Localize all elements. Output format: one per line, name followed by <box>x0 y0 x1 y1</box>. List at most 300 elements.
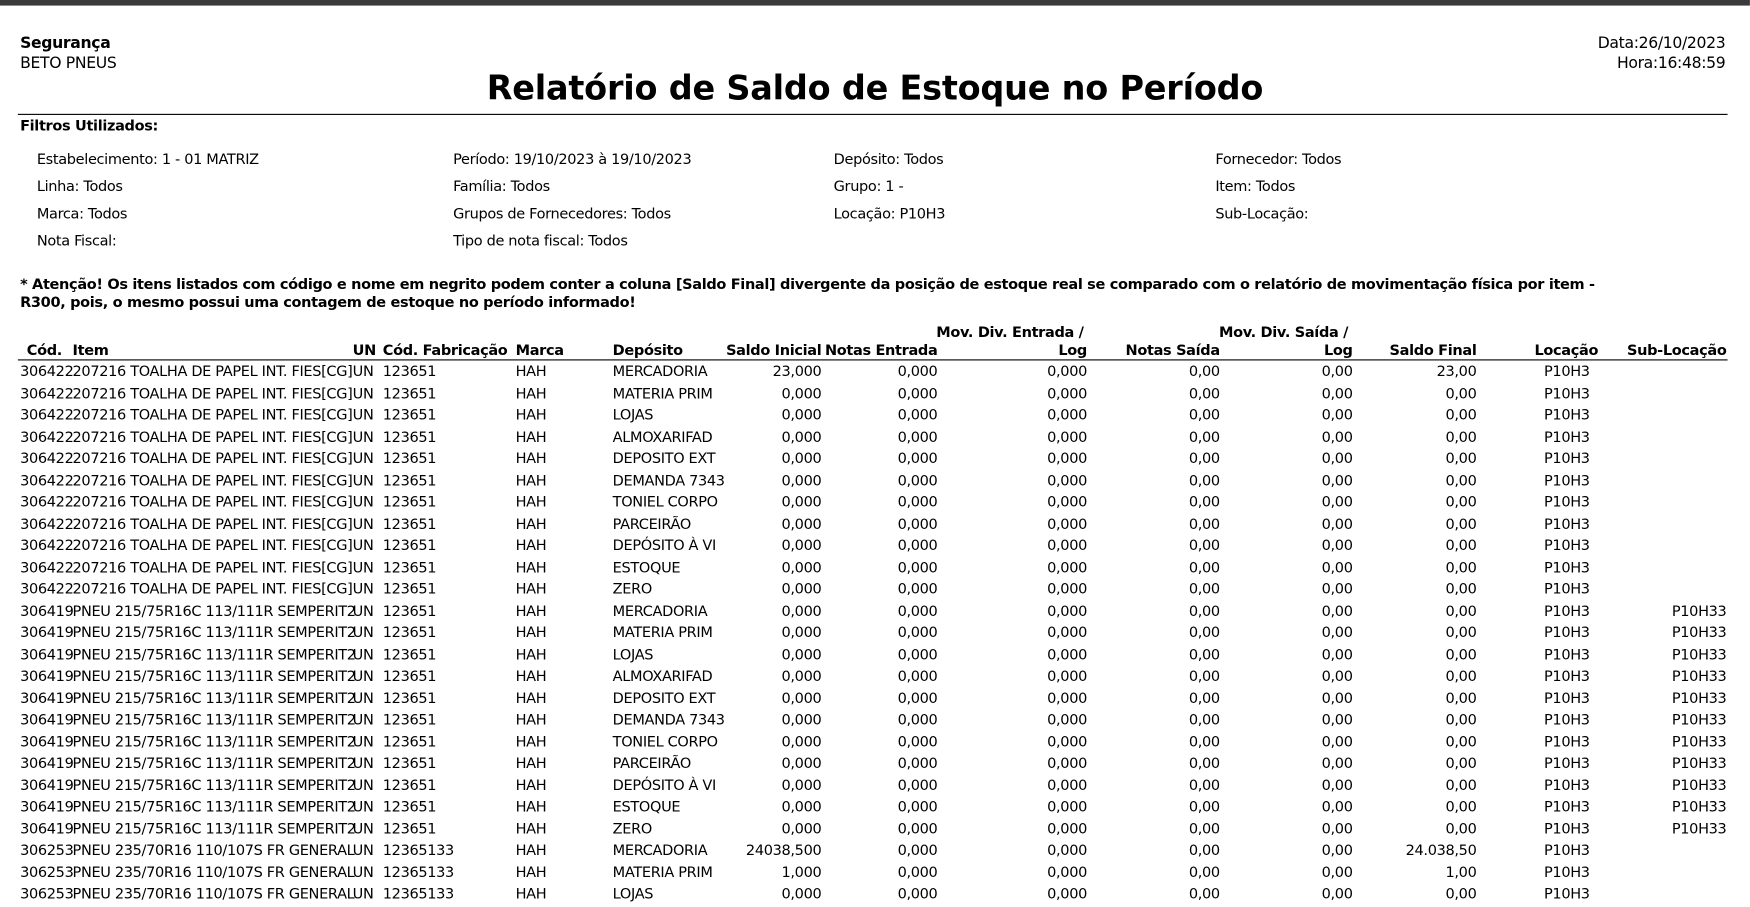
cell-cod: 306419 <box>20 712 74 729</box>
cell-cod: 306419 <box>20 733 74 751</box>
cell-saldo-final: 0,00 <box>1445 516 1477 533</box>
cell-cod: 306253 <box>20 886 74 903</box>
cell-notas-entrada: 0,000 <box>897 624 938 642</box>
table-row <box>0 406 1750 428</box>
cell-mov-entrada: 0,000 <box>1047 712 1087 729</box>
cell-mov-saida: 0,00 <box>1321 624 1353 642</box>
table-row <box>0 863 1750 885</box>
cell-un: UN <box>352 646 374 664</box>
cell-saldo-final: 0,00 <box>1445 385 1477 403</box>
cell-un: UN <box>352 886 374 903</box>
report-time: Hora:16:48:59 <box>1616 54 1726 73</box>
cell-fabricacao: 123651 <box>382 777 437 795</box>
table-row <box>0 820 1750 842</box>
cell-notas-saida: 0,00 <box>1188 385 1220 403</box>
cell-item: PNEU 215/75R16C 113/111R SEMPERIT2 <box>72 755 356 773</box>
cell-saldo-inicial: 0,000 <box>781 755 822 773</box>
cell-deposito: PARCEIRÃO <box>612 755 691 773</box>
filter-marca: Marca: Todos <box>36 206 128 224</box>
cell-cod: 306422 <box>20 385 74 403</box>
report-date: Data:26/10/2023 <box>1597 34 1726 53</box>
cell-deposito: LOJAS <box>612 407 654 425</box>
cell-deposito: LOJAS <box>612 646 654 664</box>
cell-deposito: TONIEL CORPO <box>612 494 718 512</box>
cell-item: 207216 TOALHA DE PAPEL INT. FIES[CG] <box>72 494 353 512</box>
cell-saldo-final: 0,00 <box>1445 537 1477 555</box>
cell-marca: HAH <box>515 777 547 795</box>
cell-item: 207216 TOALHA DE PAPEL INT. FIES[CG] <box>72 516 353 533</box>
cell-deposito: ZERO <box>612 820 652 838</box>
cell-saldo-final: 0,00 <box>1445 799 1477 816</box>
table-row <box>0 667 1750 689</box>
cell-saldo-inicial: 0,000 <box>781 407 822 425</box>
cell-fabricacao: 123651 <box>382 603 437 620</box>
cell-saldo-final: 0,00 <box>1445 559 1477 577</box>
cell-mov-saida: 0,00 <box>1321 646 1353 664</box>
cell-saldo-inicial: 23,000 <box>772 363 822 381</box>
cell-fabricacao: 123651 <box>382 385 437 403</box>
cell-sublocacao: P10H33 <box>1671 646 1727 664</box>
cell-deposito: DEMANDA 7343 <box>612 712 725 729</box>
col-notas-entrada: Notas Entrada <box>824 342 938 360</box>
cell-mov-entrada: 0,000 <box>1047 559 1087 577</box>
cell-item: PNEU 215/75R16C 113/111R SEMPERIT2 <box>72 646 356 664</box>
filter-tipo-nota: Tipo de nota fiscal: Todos <box>453 233 628 250</box>
cell-locacao: P10H3 <box>1544 624 1590 642</box>
cell-fabricacao: 123651 <box>382 799 437 816</box>
filter-locacao: Locação: P10H3 <box>833 206 946 224</box>
filter-grupos-fornecedores: Grupos de Fornecedores: Todos <box>453 206 671 224</box>
cell-fabricacao: 123651 <box>382 559 437 577</box>
table-row <box>0 711 1750 733</box>
window-top-border <box>0 0 1750 6</box>
cell-fabricacao: 123651 <box>382 516 437 533</box>
cell-un: UN <box>352 559 374 577</box>
cell-notas-entrada: 0,000 <box>897 472 938 490</box>
filter-item: Item: Todos <box>1215 178 1296 196</box>
cell-saldo-final: 23,00 <box>1436 363 1477 381</box>
cell-item: PNEU 215/75R16C 113/111R SEMPERIT2 <box>72 777 356 795</box>
cell-mov-saida: 0,00 <box>1321 363 1353 381</box>
cell-marca: HAH <box>515 363 547 381</box>
cell-saldo-final: 24.038,50 <box>1405 842 1477 860</box>
cell-item: PNEU 215/75R16C 113/111R SEMPERIT2 <box>72 690 356 707</box>
cell-marca: HAH <box>515 624 547 642</box>
cell-notas-entrada: 0,000 <box>897 407 938 425</box>
cell-item: 207216 TOALHA DE PAPEL INT. FIES[CG] <box>72 581 353 599</box>
filter-deposito: Depósito: Todos <box>833 151 944 169</box>
cell-deposito: DEPÓSITO À VI <box>612 537 716 555</box>
cell-marca: HAH <box>515 559 547 577</box>
cell-deposito: MERCADORIA <box>612 363 708 381</box>
cell-notas-entrada: 0,000 <box>897 385 938 403</box>
cell-saldo-inicial: 0,000 <box>781 624 822 642</box>
cell-notas-entrada: 0,000 <box>897 646 938 664</box>
cell-notas-saida: 0,00 <box>1188 603 1220 620</box>
cell-un: UN <box>352 363 374 381</box>
cell-fabricacao: 123651 <box>382 494 437 512</box>
table-row <box>0 624 1750 646</box>
table-row <box>0 776 1750 798</box>
cell-notas-entrada: 0,000 <box>897 886 938 903</box>
cell-mov-entrada: 0,000 <box>1047 864 1087 882</box>
cell-cod: 306422 <box>20 472 74 490</box>
cell-item: PNEU 215/75R16C 113/111R SEMPERIT2 <box>72 733 356 751</box>
cell-cod: 306422 <box>20 407 74 425</box>
cell-saldo-final: 1,00 <box>1445 864 1477 882</box>
cell-cod: 306422 <box>20 450 74 468</box>
cell-locacao: P10H3 <box>1544 668 1590 686</box>
cell-saldo-inicial: 0,000 <box>781 494 822 512</box>
cell-cod: 306422 <box>20 559 74 577</box>
filter-sublocacao: Sub-Locação: <box>1215 206 1309 224</box>
cell-notas-entrada: 0,000 <box>897 450 938 468</box>
cell-locacao: P10H3 <box>1544 820 1590 838</box>
cell-mov-entrada: 0,000 <box>1047 646 1087 664</box>
cell-item: PNEU 235/70R16 110/107S FR GENERAL <box>72 886 355 903</box>
cell-notas-entrada: 0,000 <box>897 494 938 512</box>
cell-deposito: DEPOSITO EXT <box>612 690 716 707</box>
cell-mov-entrada: 0,000 <box>1047 363 1087 381</box>
cell-cod: 306419 <box>20 624 74 642</box>
cell-mov-saida: 0,00 <box>1321 407 1353 425</box>
filter-fornecedor: Fornecedor: Todos <box>1215 151 1342 169</box>
cell-item: PNEU 215/75R16C 113/111R SEMPERIT2 <box>72 668 356 686</box>
cell-fabricacao: 123651 <box>382 690 437 707</box>
cell-mov-entrada: 0,000 <box>1047 450 1087 468</box>
cell-mov-saida: 0,00 <box>1321 603 1353 620</box>
cell-un: UN <box>352 624 374 642</box>
cell-mov-entrada: 0,000 <box>1047 733 1087 751</box>
cell-mov-saida: 0,00 <box>1321 581 1353 599</box>
table-row <box>0 733 1750 755</box>
cell-un: UN <box>352 581 374 599</box>
cell-deposito: PARCEIRÃO <box>612 516 691 533</box>
cell-mov-saida: 0,00 <box>1321 690 1353 707</box>
cell-notas-entrada: 0,000 <box>897 537 938 555</box>
cell-mov-entrada: 0,000 <box>1047 429 1087 446</box>
cell-mov-saida: 0,00 <box>1321 886 1353 903</box>
table-row <box>0 450 1750 472</box>
cell-fabricacao: 123651 <box>382 363 437 381</box>
col-saldo-final: Saldo Final <box>1389 342 1477 360</box>
table-header-divider <box>18 359 1728 360</box>
cell-saldo-inicial: 0,000 <box>781 581 822 599</box>
cell-saldo-inicial: 0,000 <box>781 777 822 795</box>
cell-item: PNEU 215/75R16C 113/111R SEMPERIT2 <box>72 624 356 642</box>
cell-mov-entrada: 0,000 <box>1047 842 1087 860</box>
cell-notas-saida: 0,00 <box>1188 668 1220 686</box>
cell-saldo-inicial: 0,000 <box>781 712 822 729</box>
table-row <box>0 537 1750 559</box>
table-body <box>0 363 1750 903</box>
cell-mov-entrada: 0,000 <box>1047 472 1087 490</box>
cell-mov-saida: 0,00 <box>1321 494 1353 512</box>
cell-saldo-final: 0,00 <box>1445 472 1477 490</box>
cell-saldo-final: 0,00 <box>1445 755 1477 773</box>
col-saldo-inicial: Saldo Inicial <box>726 342 822 360</box>
cell-un: UN <box>352 603 374 620</box>
cell-saldo-inicial: 0,000 <box>781 516 822 533</box>
cell-locacao: P10H3 <box>1544 516 1590 533</box>
cell-notas-entrada: 0,000 <box>897 603 938 620</box>
table-row <box>0 580 1750 602</box>
cell-notas-saida: 0,00 <box>1188 864 1220 882</box>
cell-un: UN <box>352 429 374 446</box>
cell-saldo-final: 0,00 <box>1445 646 1477 664</box>
cell-notas-saida: 0,00 <box>1188 712 1220 729</box>
cell-saldo-final: 0,00 <box>1445 886 1477 903</box>
table-row <box>0 754 1750 776</box>
cell-saldo-inicial: 0,000 <box>781 820 822 838</box>
cell-saldo-final: 0,00 <box>1445 494 1477 512</box>
col-sublocacao: Sub-Locação <box>1626 342 1727 360</box>
cell-notas-saida: 0,00 <box>1188 472 1220 490</box>
cell-saldo-inicial: 0,000 <box>781 690 822 707</box>
cell-fabricacao: 12365133 <box>382 886 454 903</box>
cell-saldo-inicial: 0,000 <box>781 429 822 446</box>
cell-notas-saida: 0,00 <box>1188 820 1220 838</box>
cell-locacao: P10H3 <box>1544 777 1590 795</box>
col-marca: Marca <box>515 342 564 360</box>
cell-sublocacao: P10H33 <box>1671 603 1727 620</box>
cell-mov-entrada: 0,000 <box>1047 581 1087 599</box>
cell-item: 207216 TOALHA DE PAPEL INT. FIES[CG] <box>72 559 353 577</box>
cell-cod: 306422 <box>20 516 74 533</box>
cell-saldo-final: 0,00 <box>1445 429 1477 446</box>
filter-linha: Linha: Todos <box>36 178 123 196</box>
cell-locacao: P10H3 <box>1544 864 1590 882</box>
cell-mov-entrada: 0,000 <box>1047 690 1087 707</box>
cell-mov-entrada: 0,000 <box>1047 385 1087 403</box>
cell-deposito: MERCADORIA <box>612 842 708 860</box>
col-mov-saida-line1: Mov. Div. Saída / <box>1218 324 1349 342</box>
cell-locacao: P10H3 <box>1544 429 1590 446</box>
cell-cod: 306422 <box>20 494 74 512</box>
cell-locacao: P10H3 <box>1544 472 1590 490</box>
col-item: Item <box>72 342 109 360</box>
filter-nota-fiscal: Nota Fiscal: <box>36 233 117 250</box>
cell-sublocacao: P10H33 <box>1671 668 1727 686</box>
cell-fabricacao: 123651 <box>382 624 437 642</box>
cell-locacao: P10H3 <box>1544 755 1590 773</box>
cell-notas-saida: 0,00 <box>1188 646 1220 664</box>
cell-item: 207216 TOALHA DE PAPEL INT. FIES[CG] <box>72 450 353 468</box>
cell-locacao: P10H3 <box>1544 603 1590 620</box>
cell-mov-saida: 0,00 <box>1321 842 1353 860</box>
cell-un: UN <box>352 842 374 860</box>
filter-grupo: Grupo: 1 - <box>833 178 904 196</box>
cell-saldo-inicial: 0,000 <box>781 733 822 751</box>
cell-cod: 306422 <box>20 537 74 555</box>
cell-cod: 306419 <box>20 777 74 795</box>
cell-notas-saida: 0,00 <box>1188 450 1220 468</box>
col-deposito: Depósito <box>612 342 683 360</box>
cell-un: UN <box>352 668 374 686</box>
cell-un: UN <box>352 385 374 403</box>
cell-notas-saida: 0,00 <box>1188 363 1220 381</box>
table-row <box>0 559 1750 581</box>
table-row <box>0 428 1750 450</box>
cell-un: UN <box>352 690 374 707</box>
cell-item: PNEU 215/75R16C 113/111R SEMPERIT2 <box>72 799 356 816</box>
cell-saldo-inicial: 0,000 <box>781 450 822 468</box>
cell-deposito: MERCADORIA <box>612 603 708 620</box>
cell-cod: 306422 <box>20 581 74 599</box>
cell-saldo-final: 0,00 <box>1445 407 1477 425</box>
cell-fabricacao: 123651 <box>382 646 437 664</box>
table-row <box>0 472 1750 494</box>
cell-deposito: LOJAS <box>612 886 654 903</box>
cell-notas-saida: 0,00 <box>1188 777 1220 795</box>
cell-notas-entrada: 0,000 <box>897 690 938 707</box>
cell-item: 207216 TOALHA DE PAPEL INT. FIES[CG] <box>72 363 353 381</box>
cell-cod: 306253 <box>20 864 74 882</box>
cell-locacao: P10H3 <box>1544 559 1590 577</box>
cell-sublocacao: P10H33 <box>1671 624 1727 642</box>
cell-mov-entrada: 0,000 <box>1047 799 1087 816</box>
col-cod: Cód. <box>26 342 62 360</box>
cell-un: UN <box>352 777 374 795</box>
cell-locacao: P10H3 <box>1544 646 1590 664</box>
cell-saldo-final: 0,00 <box>1445 603 1477 620</box>
cell-notas-saida: 0,00 <box>1188 886 1220 903</box>
cell-mov-saida: 0,00 <box>1321 820 1353 838</box>
cell-mov-entrada: 0,000 <box>1047 624 1087 642</box>
cell-mov-saida: 0,00 <box>1321 712 1353 729</box>
cell-marca: HAH <box>515 733 547 751</box>
cell-sublocacao: P10H33 <box>1671 733 1727 751</box>
cell-cod: 306419 <box>20 668 74 686</box>
cell-un: UN <box>352 799 374 816</box>
cell-locacao: P10H3 <box>1544 407 1590 425</box>
cell-notas-entrada: 0,000 <box>897 733 938 751</box>
cell-notas-saida: 0,00 <box>1188 799 1220 816</box>
col-mov-entrada-line2: Log <box>1058 342 1087 360</box>
cell-item: 207216 TOALHA DE PAPEL INT. FIES[CG] <box>72 429 353 446</box>
cell-saldo-inicial: 0,000 <box>781 603 822 620</box>
cell-mov-saida: 0,00 <box>1321 385 1353 403</box>
cell-notas-entrada: 0,000 <box>897 516 938 533</box>
cell-saldo-inicial: 0,000 <box>781 537 822 555</box>
cell-item: PNEU 215/75R16C 113/111R SEMPERIT2 <box>72 712 356 729</box>
cell-locacao: P10H3 <box>1544 690 1590 707</box>
cell-sublocacao: P10H33 <box>1671 712 1727 729</box>
cell-notas-saida: 0,00 <box>1188 581 1220 599</box>
cell-locacao: P10H3 <box>1544 886 1590 903</box>
cell-deposito: ZERO <box>612 581 652 599</box>
cell-cod: 306253 <box>20 842 74 860</box>
cell-notas-entrada: 0,000 <box>897 755 938 773</box>
cell-marca: HAH <box>515 537 547 555</box>
cell-fabricacao: 123651 <box>382 450 437 468</box>
col-un: UN <box>352 342 376 360</box>
cell-mov-saida: 0,00 <box>1321 864 1353 882</box>
cell-saldo-final: 0,00 <box>1445 668 1477 686</box>
cell-mov-saida: 0,00 <box>1321 429 1353 446</box>
cell-notas-entrada: 0,000 <box>897 864 938 882</box>
cell-locacao: P10H3 <box>1544 581 1590 599</box>
cell-sublocacao: P10H33 <box>1671 820 1727 838</box>
table-row <box>0 602 1750 624</box>
table-row <box>0 363 1750 385</box>
cell-marca: HAH <box>515 494 547 512</box>
cell-un: UN <box>352 755 374 773</box>
cell-notas-saida: 0,00 <box>1188 842 1220 860</box>
system-label: Segurança <box>20 34 111 53</box>
cell-notas-entrada: 0,000 <box>897 820 938 838</box>
cell-marca: HAH <box>515 646 547 664</box>
cell-item: 207216 TOALHA DE PAPEL INT. FIES[CG] <box>72 537 353 555</box>
cell-un: UN <box>352 407 374 425</box>
cell-notas-entrada: 0,000 <box>897 559 938 577</box>
report-title: Relatório de Saldo de Estoque no Período <box>486 69 1264 109</box>
cell-notas-entrada: 0,000 <box>897 581 938 599</box>
cell-mov-entrada: 0,000 <box>1047 777 1087 795</box>
cell-cod: 306419 <box>20 799 74 816</box>
cell-fabricacao: 12365133 <box>382 864 454 882</box>
cell-marca: HAH <box>515 820 547 838</box>
cell-item: 207216 TOALHA DE PAPEL INT. FIES[CG] <box>72 407 353 425</box>
cell-marca: HAH <box>515 450 547 468</box>
cell-mov-entrada: 0,000 <box>1047 516 1087 533</box>
cell-marca: HAH <box>515 668 547 686</box>
cell-marca: HAH <box>515 755 547 773</box>
cell-un: UN <box>352 537 374 555</box>
filter-periodo: Período: 19/10/2023 à 19/10/2023 <box>453 151 692 169</box>
cell-deposito: MATERIA PRIM <box>612 624 713 642</box>
cell-deposito: ALMOXARIFAD <box>612 429 713 446</box>
cell-mov-saida: 0,00 <box>1321 755 1353 773</box>
cell-fabricacao: 123651 <box>382 581 437 599</box>
cell-notas-saida: 0,00 <box>1188 733 1220 751</box>
col-fabricacao: Cód. Fabricação <box>382 342 508 360</box>
cell-mov-saida: 0,00 <box>1321 450 1353 468</box>
cell-fabricacao: 123651 <box>382 472 437 490</box>
cell-marca: HAH <box>515 799 547 816</box>
cell-mov-entrada: 0,000 <box>1047 537 1087 555</box>
cell-saldo-inicial: 0,000 <box>781 668 822 686</box>
cell-un: UN <box>352 494 374 512</box>
cell-mov-entrada: 0,000 <box>1047 820 1087 838</box>
cell-mov-saida: 0,00 <box>1321 537 1353 555</box>
cell-mov-saida: 0,00 <box>1321 733 1353 751</box>
cell-un: UN <box>352 733 374 751</box>
col-mov-entrada-line1: Mov. Div. Entrada / <box>936 324 1084 342</box>
cell-notas-saida: 0,00 <box>1188 559 1220 577</box>
cell-fabricacao: 123651 <box>382 820 437 838</box>
cell-notas-entrada: 0,000 <box>897 777 938 795</box>
cell-mov-entrada: 0,000 <box>1047 668 1087 686</box>
cell-saldo-inicial: 0,000 <box>781 559 822 577</box>
cell-saldo-final: 0,00 <box>1445 820 1477 838</box>
cell-cod: 306419 <box>20 690 74 707</box>
cell-un: UN <box>352 864 374 882</box>
cell-mov-entrada: 0,000 <box>1047 407 1087 425</box>
cell-un: UN <box>352 712 374 729</box>
cell-marca: HAH <box>515 842 547 860</box>
cell-marca: HAH <box>515 385 547 403</box>
table-row <box>0 885 1750 907</box>
cell-marca: HAH <box>515 886 547 903</box>
warning-note: * Atenção! Os itens listados com código e nome em negrito podem conter a coluna [Saldo Final] divergente da posição de estoque real se comparado com o relatório de movimentação física por item - R300, pois, o mesmo possui uma contagem de estoque no período informado! <box>20 276 1595 312</box>
cell-saldo-inicial: 1,000 <box>781 864 822 882</box>
cell-notas-saida: 0,00 <box>1188 755 1220 773</box>
cell-cod: 306419 <box>20 646 74 664</box>
cell-notas-entrada: 0,000 <box>897 799 938 816</box>
cell-deposito: ESTOQUE <box>612 799 681 816</box>
company-name: BETO PNEUS <box>20 54 117 73</box>
